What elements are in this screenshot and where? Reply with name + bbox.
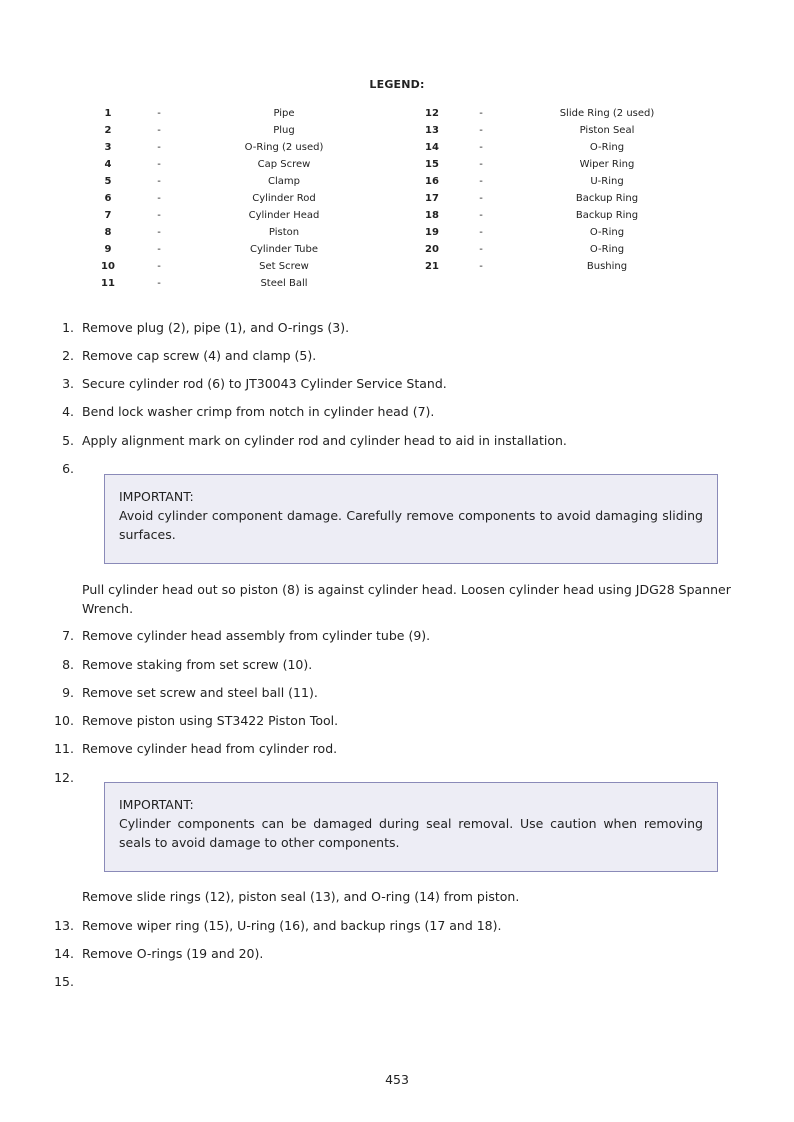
legend-dash: - bbox=[479, 227, 483, 238]
step-text: Remove wiper ring (15), U-ring (16), and backup rings (17 and 18). bbox=[82, 918, 502, 933]
legend-part-name: Plug bbox=[273, 125, 295, 136]
legend-number: 8 bbox=[104, 227, 112, 238]
legend-number: 15 bbox=[425, 159, 439, 170]
legend-number: 11 bbox=[101, 278, 115, 289]
legend-number: 9 bbox=[104, 244, 112, 255]
legend-dash: - bbox=[479, 142, 483, 153]
legend-dash: - bbox=[157, 227, 161, 238]
legend-dash: - bbox=[157, 125, 161, 136]
legend-dash: - bbox=[479, 176, 483, 187]
step-number: 6. bbox=[62, 461, 74, 476]
legend-part-name: Cylinder Rod bbox=[252, 193, 316, 204]
legend-part-name: Piston Seal bbox=[579, 125, 635, 136]
step-number: 10. bbox=[54, 713, 74, 728]
legend-part-name: O-Ring bbox=[589, 227, 625, 238]
step-text: Remove piston using ST3422 Piston Tool. bbox=[82, 713, 339, 728]
important-notice bbox=[104, 474, 718, 564]
step-number: 4. bbox=[62, 404, 74, 419]
legend-dash: - bbox=[479, 210, 483, 221]
legend-part-name: Cap Screw bbox=[257, 159, 311, 170]
step-number: 5. bbox=[62, 433, 74, 448]
step-number: 2. bbox=[62, 348, 74, 363]
step-text: Remove set screw and steel ball (11). bbox=[82, 685, 318, 700]
legend-dash: - bbox=[479, 108, 483, 119]
important-heading: IMPORTANT: bbox=[119, 489, 194, 504]
legend-dash: - bbox=[479, 261, 483, 272]
legend-part-name: Cylinder Tube bbox=[249, 244, 318, 255]
legend-part-name: Pipe bbox=[273, 108, 295, 119]
legend-part-name: Backup Ring bbox=[575, 210, 639, 221]
important-body: Cylinder components can be damaged during seal removal. Use caution when removing seals to avoid damage to other components. bbox=[119, 816, 703, 850]
legend-number: 14 bbox=[425, 142, 439, 153]
step-number: 7. bbox=[62, 628, 74, 643]
step-number: 1. bbox=[62, 320, 74, 335]
legend-part-name: Piston bbox=[268, 227, 300, 238]
step-text: Remove cylinder head assembly from cylinder tube (9). bbox=[82, 628, 431, 643]
legend-dash: - bbox=[479, 244, 483, 255]
step-text: Bend lock washer crimp from notch in cylinder head (7). bbox=[82, 404, 435, 419]
legend-number: 12 bbox=[425, 108, 439, 119]
legend-part-name: Wiper Ring bbox=[579, 159, 635, 170]
legend-dash: - bbox=[157, 261, 161, 272]
step-number: 11. bbox=[54, 741, 74, 756]
legend-number: 16 bbox=[425, 176, 439, 187]
legend-part-name: Clamp bbox=[268, 176, 300, 187]
legend-number: 1 bbox=[104, 108, 112, 119]
step-text: Remove cap screw (4) and clamp (5). bbox=[82, 348, 317, 363]
step-text: Remove plug (2), pipe (1), and O-rings (3). bbox=[82, 320, 350, 335]
important-notice bbox=[104, 782, 718, 872]
legend-number: 6 bbox=[104, 193, 112, 204]
step-text: Remove cylinder head from cylinder rod. bbox=[82, 741, 338, 756]
step-text: Remove staking from set screw (10). bbox=[82, 657, 313, 672]
step-number: 15. bbox=[54, 974, 74, 989]
legend-number: 7 bbox=[104, 210, 112, 221]
legend-dash: - bbox=[157, 108, 161, 119]
step-text: Remove slide rings (12), piston seal (13), and O-ring (14) from piston. bbox=[82, 889, 520, 904]
legend-title: LEGEND: bbox=[369, 78, 425, 91]
legend-dash: - bbox=[157, 142, 161, 153]
legend-dash: - bbox=[157, 244, 161, 255]
legend-number: 21 bbox=[425, 261, 439, 272]
page-number: 453 bbox=[385, 1072, 409, 1087]
step-number: 3. bbox=[62, 376, 74, 391]
legend-dash: - bbox=[157, 176, 161, 187]
legend-part-name: Backup Ring bbox=[575, 193, 639, 204]
legend-part-name: O-Ring bbox=[589, 244, 625, 255]
step-text: Apply alignment mark on cylinder rod and cylinder head to aid in installation. bbox=[82, 433, 567, 448]
important-body: Avoid cylinder component damage. Carefully remove components to avoid damaging sliding surfaces. bbox=[119, 508, 703, 542]
legend-dash: - bbox=[157, 278, 161, 289]
legend-number: 4 bbox=[104, 159, 112, 170]
legend-number: 10 bbox=[101, 261, 115, 272]
legend-dash: - bbox=[157, 159, 161, 170]
legend-number: 19 bbox=[425, 227, 439, 238]
legend-dash: - bbox=[157, 210, 161, 221]
legend-number: 18 bbox=[425, 210, 439, 221]
legend-dash: - bbox=[479, 159, 483, 170]
legend-part-name: Cylinder Head bbox=[248, 210, 320, 221]
legend-dash: - bbox=[479, 193, 483, 204]
step-number: 12. bbox=[54, 770, 74, 785]
legend-part-name: Set Screw bbox=[259, 261, 309, 272]
step-text: Secure cylinder rod (6) to JT30043 Cylinder Service Stand. bbox=[82, 376, 447, 391]
legend-part-name: Bushing bbox=[586, 261, 628, 272]
step-number: 8. bbox=[62, 657, 74, 672]
legend-number: 2 bbox=[104, 125, 112, 136]
step-number: 14. bbox=[54, 946, 74, 961]
legend-dash: - bbox=[479, 125, 483, 136]
step-text: Remove O-rings (19 and 20). bbox=[82, 946, 264, 961]
step-text: Pull cylinder head out so piston (8) is against cylinder head. Loosen cylinder head using JDG28 Spanner Wrench. bbox=[82, 582, 731, 616]
step-number: 9. bbox=[62, 685, 74, 700]
legend-number: 3 bbox=[104, 142, 112, 153]
step-number: 13. bbox=[54, 918, 74, 933]
legend-number: 13 bbox=[425, 125, 439, 136]
legend-dash: - bbox=[157, 193, 161, 204]
legend-part-name: O-Ring bbox=[589, 142, 625, 153]
legend-part-name: U-Ring bbox=[590, 176, 624, 187]
legend-part-name: O-Ring (2 used) bbox=[244, 142, 324, 153]
important-heading: IMPORTANT: bbox=[119, 797, 194, 812]
legend-number: 20 bbox=[425, 244, 439, 255]
legend-number: 5 bbox=[104, 176, 112, 187]
legend-part-name: Slide Ring (2 used) bbox=[559, 108, 655, 119]
legend-part-name: Steel Ball bbox=[260, 278, 308, 289]
legend-number: 17 bbox=[425, 193, 439, 204]
